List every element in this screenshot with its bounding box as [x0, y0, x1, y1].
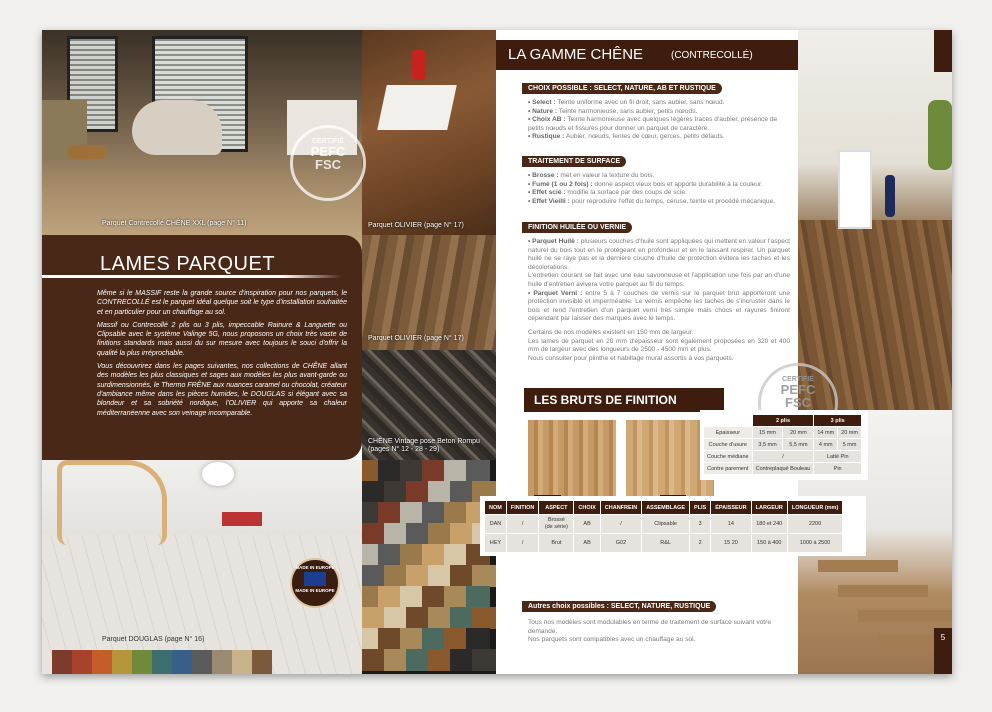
- wood-tile: [406, 649, 430, 671]
- wood-tile: [400, 586, 424, 608]
- caption-douglas: Parquet DOUGLAS (page N° 16): [102, 636, 205, 643]
- table-cell: HEY: [485, 534, 507, 553]
- pefc-fsc-stamp: [290, 125, 366, 201]
- table-header: ÉPAISSEUR: [711, 501, 751, 515]
- table-cell: 15 20: [711, 534, 751, 553]
- wood-tile: [428, 649, 452, 671]
- section-traitement-text: • Brosse : met en valeur la texture du bois. • Fumé (1 ou 2 fois) : donne aspect vieux bois et apporte durabilité à la couleur. • Effet scié : modifie la surface par des coups de scie. • Effet Vieilli : pour reproduire l'effet du temps, céruse, teinte et procédé mécanique.: [528, 172, 776, 205]
- wood-tile: [362, 565, 386, 587]
- table-header: LONGUEUR (mm): [787, 501, 842, 515]
- wood-tile: [406, 607, 430, 629]
- wood-tile: [472, 607, 496, 629]
- wood-tile: [428, 523, 452, 545]
- wood-tile: [384, 481, 408, 503]
- wood-tile: [466, 460, 490, 482]
- table-cell: /: [600, 515, 641, 534]
- wood-tile: [450, 523, 474, 545]
- table-cell: DAN: [485, 515, 507, 534]
- table-row: [485, 515, 843, 534]
- table-cell: 3: [690, 515, 711, 534]
- table-cell: Contre parement: [704, 463, 753, 475]
- wood-tile: [362, 649, 386, 671]
- person: [885, 175, 895, 217]
- section-choix-text: • Select : Teinte uniforme avec un fil droit, sans aubier, sans nœud. • Nature : Teinte harmonieuse, sans aubier, petits nœuds. • Choix AB : Teinte harmonieuse avec quelques légères traces d'aubier, présence de petits nœuds et fissures pour donner un parquet de caractère. • Rustique : Aubier, nœuds, fentes de cœur, gerces, petits défauts.: [528, 99, 778, 141]
- wood-tile: [378, 502, 402, 524]
- table-header: FINITION: [506, 501, 539, 515]
- color-tiles-photo: [362, 460, 496, 674]
- red-chair: [412, 50, 426, 80]
- wood-tile: [378, 460, 402, 482]
- section-autres-text: Tous nos modèles sont modulables en terme de traitement de surface suivant votre demande. Nos parquets sont compatibles avec un chauffage au sol.: [528, 619, 771, 644]
- wood-tile: [384, 523, 408, 545]
- wood-tile: [400, 460, 424, 482]
- table-cell: 14: [711, 515, 751, 534]
- wood-tile: [406, 565, 430, 587]
- table-cell: R&L: [642, 534, 690, 553]
- caption-olivier-1: Parquet OLIVIER (page N° 17): [368, 222, 464, 229]
- table-cell: 5,5 mm: [783, 439, 814, 451]
- wood-tile: [472, 565, 496, 587]
- panel-body: [97, 289, 347, 422]
- table-cell: 20 mm: [783, 427, 814, 439]
- hallway-photo: [798, 30, 952, 410]
- bruts-title: LES BRUTS DE FINITION: [524, 388, 724, 412]
- wood-tile: [422, 460, 446, 482]
- table-header: NOM: [485, 501, 507, 515]
- wood-tile: [428, 607, 452, 629]
- section-choix-title: CHOIX POSSIBLE : SELECT, NATURE, AB ET RUSTIQUE: [522, 83, 722, 94]
- badge-top-text: MADE IN EUROPE: [295, 565, 335, 570]
- panel-paragraph: Même si le MASSIF reste la grande source d'inspiration pour nos parquets, le CONTRECOLLÉ est le parquet idéal quelque soit le type d'installation souhaitée et en particulier pour un chauffage au sol.: [97, 290, 347, 316]
- table-cell: AB: [574, 515, 600, 534]
- table-cell: Latté Pin: [814, 451, 862, 463]
- table-header: CHOIX: [574, 501, 600, 515]
- stamp-line-2: PEFC: [780, 382, 816, 397]
- wood-tile: [444, 460, 468, 482]
- wood-tile: [444, 544, 468, 566]
- table-cell: G02: [600, 534, 641, 553]
- wood-tile: [450, 565, 474, 587]
- wood-tile: [378, 628, 402, 650]
- wood-tile: [466, 628, 490, 650]
- table-cell: 5 mm: [838, 439, 862, 451]
- table-cell: 14 mm: [814, 427, 838, 439]
- table-header: ASPECT: [539, 501, 574, 515]
- page-tab: [934, 30, 952, 72]
- caption-olivier-2: Parquet OLIVIER (page N° 17): [368, 335, 464, 342]
- table-cell: 15 mm: [752, 427, 783, 439]
- brochure-spread: [42, 30, 952, 674]
- wood-tile: [422, 586, 446, 608]
- wood-tile: [384, 607, 408, 629]
- stamp-line-3: FSC: [315, 157, 341, 172]
- table-cell: Couche médiane: [704, 451, 753, 463]
- wood-tile: [406, 481, 430, 503]
- gamme-chene-page: [496, 30, 798, 674]
- table-cell: 20 mm: [838, 427, 862, 439]
- olivier-photo-2: [362, 235, 496, 350]
- spec-header-empty: [704, 415, 753, 427]
- table-header: PLIS: [690, 501, 711, 515]
- section-finition-title: FINITION HUILÉE OU VERNIE: [522, 222, 632, 233]
- table-cell: Clipsable: [642, 515, 690, 534]
- table-cell: 2: [690, 534, 711, 553]
- spec-header-2plis: 2 plis: [752, 415, 814, 427]
- table-cell: 150 à 400: [751, 534, 787, 553]
- stamp-line-1: CERTIFIÉ: [782, 376, 814, 383]
- table-cell: 4 mm: [814, 439, 838, 451]
- plant: [928, 100, 952, 170]
- gamme-subtitle: (CONTRECOLLÉ): [671, 50, 753, 61]
- wood-tile: [422, 544, 446, 566]
- section-finition-text: • Parquet Huilé : plusieurs couches d'huile sont appliquées qui mettent en valeur l'aspect naturel du bois tout en le protégeant en profondeur et en le laissant respirer. Un parquet huilé ne se raye pas et la dernière couche d'huile de protection évitera les taches et les décolorations. L'entretien courant se fait avec une eau savonneuse et l'application une fois par an d'une huile d'entretien avivera votre parquet au fil du temps. • Parquet Verni : entre 5 à 7 couches de vernis sur le parquet brut apporteront une protection invisible et imperméable. Le vernis empêche les taches de s'incruster dans le bois et rend l'entretien d'un parquet verni très simple mais chocs et rayures finiront cependant par laisser des marques avec le temps. Certains de nos modèles existent en 150 mm de largeur. Les lames de parquet en 20 mm d'épaisseur sont également proposées en 320 et 400 mm de largeur avec des longueurs de 2500 - 4500 mm et plus. Nous consulter pour plinthe et habillage mural assortis à vos parquets.: [528, 238, 790, 362]
- chair: [57, 460, 167, 545]
- wood-tile: [428, 565, 452, 587]
- table-cell: 3,5 mm: [752, 439, 783, 451]
- wood-tile: [362, 607, 386, 629]
- wood-tile: [450, 481, 474, 503]
- caption-chene: CHÊNE Vintage pose Beton Rompu (pages N° 12 - 28 - 29): [368, 438, 480, 453]
- panel-title: LAMES PARQUET: [100, 253, 276, 275]
- wood-tile: [406, 523, 430, 545]
- wood-tile: [444, 586, 468, 608]
- stamp-line-2: PEFC: [310, 144, 346, 159]
- table-cell: AB: [574, 534, 600, 553]
- wood-tile: [444, 502, 468, 524]
- gamme-header: [496, 40, 798, 70]
- table-cell: Epaisseur: [704, 427, 753, 439]
- lamp: [202, 462, 234, 486]
- lames-parquet-panel: [42, 235, 362, 460]
- wood-tile: [472, 649, 496, 671]
- color-swatches: [52, 650, 272, 674]
- wood-tile: [362, 523, 386, 545]
- stair-step: [818, 560, 898, 572]
- wood-tile: [384, 565, 408, 587]
- sample-dan: [528, 420, 616, 508]
- section-traitement-title: TRAITEMENT DE SURFACE: [522, 156, 626, 167]
- table-header: ASSEMBLAGE: [642, 501, 690, 515]
- table-cell: /: [506, 534, 539, 553]
- table-cell: Brut: [539, 534, 574, 553]
- table-row: [485, 534, 843, 553]
- table-cell: Brossé (de série): [539, 515, 574, 534]
- stair-step: [858, 610, 952, 622]
- stamp-line-1: CERTIFIÉ: [312, 138, 344, 145]
- lounge-chair: [132, 100, 222, 155]
- wood-tile: [400, 502, 424, 524]
- title-rule: [42, 275, 342, 278]
- wood-tile: [400, 544, 424, 566]
- wood-tile: [444, 628, 468, 650]
- wood-tile: [422, 502, 446, 524]
- table-header: CHANFREIN: [600, 501, 641, 515]
- spec-header-3plis: 3 plis: [814, 415, 862, 427]
- table-cell: Couche d'usure: [704, 439, 753, 451]
- made-in-europe-badge: [290, 558, 340, 608]
- badge-bottom-text: MADE IN EUROPE: [295, 588, 335, 593]
- table-header: LARGEUR: [751, 501, 787, 515]
- table-cell: 2200: [787, 515, 842, 534]
- door: [838, 150, 872, 229]
- section-autres-title: Autres choix possibles : SELECT, NATURE, RUSTIQUE: [522, 601, 716, 612]
- wood-tile: [450, 649, 474, 671]
- table-cell: /: [506, 515, 539, 534]
- table-cell: 180 et 240: [751, 515, 787, 534]
- wood-tile: [400, 628, 424, 650]
- table-cell: /: [752, 451, 814, 463]
- stamp-line-3: FSC: [785, 395, 811, 410]
- panel-paragraph: Massif ou Contrecollé 2 plis ou 3 plis, impeccable Rainure & Languette ou Clipsable avec le système Valinge 5G, nous proposons un choix très vaste de finitions standards mais aussi du sur mesure avec toujours le souci d'offrir la qualité la plus irréprochable.: [97, 321, 347, 357]
- chene-vintage-photo: [362, 350, 496, 460]
- wood-tile: [384, 649, 408, 671]
- books: [222, 512, 262, 526]
- table-cell: 1000 à 2500: [787, 534, 842, 553]
- gamme-title: LA GAMME CHÊNE: [508, 46, 644, 63]
- panel-paragraph: Vous découvrirez dans les pages suivantes, nos collections de CHÊNE allant des modèles les plus classiques et sages aux modèles les plus avant-garde ou surdimensionnés, le Thermo FRÊNE aux nuances caramel ou chocolat, créateur d'ambiance même dans les pièces humides, le DOUGLAS si élégant avec sa blondeur et sa sobriété nordique, l'OLIVIER qui apporte sa chaleur méditerranéenne avec son veinage incomparable.: [97, 363, 347, 417]
- table-cell: Pin: [814, 463, 862, 475]
- eu-flag-icon: [304, 572, 326, 586]
- caption-living: Parquet Contrecollé CHÊNE XXL (page N° 11): [102, 220, 247, 227]
- dog: [67, 145, 107, 159]
- spec-table: [703, 414, 862, 475]
- table: [377, 85, 457, 130]
- table-cell: Contreplaqué Bouleau: [752, 463, 814, 475]
- wood-tile: [378, 544, 402, 566]
- model-table: [484, 500, 843, 553]
- wood-tile: [428, 481, 452, 503]
- wood-tile: [450, 607, 474, 629]
- wood-tile: [362, 481, 386, 503]
- stair-step: [838, 585, 928, 597]
- wood-tile: [466, 586, 490, 608]
- olivier-photo-1: [362, 30, 496, 235]
- wood-tile: [378, 586, 402, 608]
- page-number: 5: [934, 628, 952, 674]
- wood-tile: [422, 628, 446, 650]
